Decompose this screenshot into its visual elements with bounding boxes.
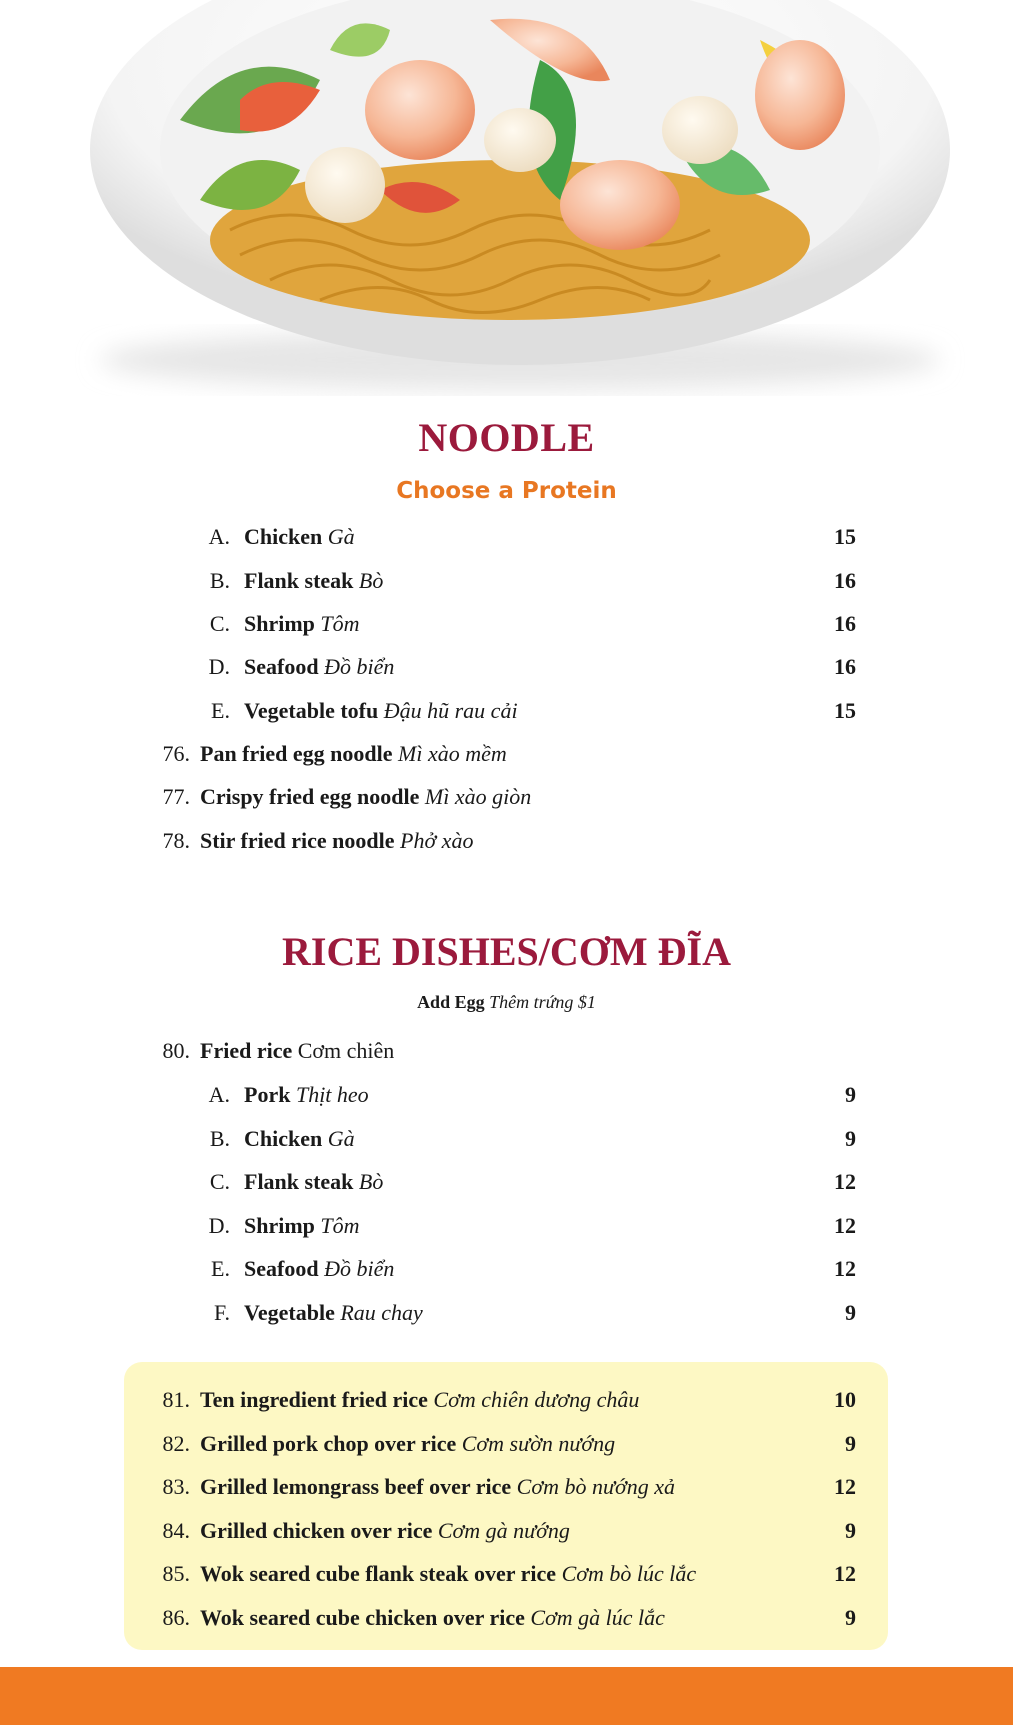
- item-price: 9: [845, 1518, 856, 1543]
- rice-option-shrimp: [0, 1211, 1013, 1241]
- item-number: 77.: [162, 784, 190, 809]
- option-name-vietnamese: Đậu hũ rau cải: [383, 698, 518, 723]
- menu-item-77: [0, 782, 1013, 812]
- footer-bar: [0, 1667, 1013, 1725]
- add-egg-label-vietnamese: Thêm trứng $1: [489, 992, 596, 1012]
- menu-item-84: [0, 1516, 1013, 1546]
- item-number: 80.: [162, 1038, 190, 1063]
- option-name: Shrimp: [244, 611, 315, 636]
- menu-item-80: [0, 1036, 1013, 1066]
- menu-item-82: [0, 1429, 1013, 1459]
- option-code: D.: [208, 654, 230, 679]
- item-number: 85.: [162, 1561, 190, 1586]
- option-name: Pork: [244, 1082, 291, 1107]
- item-name-vietnamese: Phở xào: [400, 828, 474, 853]
- menu-item-76: [0, 739, 1013, 769]
- option-name-vietnamese: Rau chay: [340, 1300, 423, 1325]
- noodle-option-chicken: [0, 522, 1013, 552]
- option-price: 16: [834, 654, 856, 679]
- option-name: Flank steak: [244, 1169, 354, 1194]
- item-name-vietnamese: Cơm gà nướng: [437, 1518, 570, 1543]
- option-code: A.: [208, 1082, 230, 1107]
- item-price: 12: [834, 1561, 856, 1586]
- option-name: Chicken: [244, 524, 323, 549]
- item-number: 84.: [162, 1518, 190, 1543]
- option-name-vietnamese: Bò: [358, 568, 384, 593]
- menu-item-81: [0, 1385, 1013, 1415]
- option-price: 12: [834, 1169, 856, 1194]
- noodle-option-seafood: [0, 652, 1013, 682]
- option-code: C.: [209, 611, 230, 636]
- item-price: 12: [834, 1474, 856, 1499]
- item-number: 78.: [162, 828, 190, 853]
- item-name: Fried rice: [200, 1038, 293, 1063]
- option-name-vietnamese: Tôm: [320, 611, 360, 636]
- noodle-option-shrimp: [0, 609, 1013, 639]
- option-name: Seafood: [244, 654, 319, 679]
- add-egg-note: [0, 992, 1013, 1013]
- option-name: Shrimp: [244, 1213, 315, 1238]
- option-code: F.: [214, 1300, 230, 1325]
- option-name: Chicken: [244, 1126, 323, 1151]
- item-name-vietnamese: Mì xào giòn: [424, 784, 532, 809]
- option-name: Vegetable: [244, 1300, 335, 1325]
- option-price: 12: [834, 1256, 856, 1281]
- item-name-vietnamese: Cơm chiên dương châu: [433, 1387, 640, 1412]
- option-name: Vegetable tofu: [244, 698, 379, 723]
- item-price: 9: [845, 1431, 856, 1456]
- option-code: E.: [211, 1256, 230, 1281]
- item-name: Ten ingredient fried rice: [200, 1387, 428, 1412]
- noodle-option-vegetable-tofu: [0, 696, 1013, 726]
- option-name-vietnamese: Thịt heo: [295, 1082, 369, 1107]
- item-name-vietnamese: Cơm bò nướng xả: [516, 1474, 675, 1499]
- rice-option-chicken: [0, 1124, 1013, 1154]
- item-number: 83.: [162, 1474, 190, 1499]
- option-code: E.: [211, 698, 230, 723]
- item-name: Grilled lemongrass beef over rice: [200, 1474, 512, 1499]
- rice-option-flank-steak: [0, 1167, 1013, 1197]
- rice-section-title: RICE DISHES/CƠM ĐĨA: [282, 929, 731, 974]
- menu-item-83: [0, 1472, 1013, 1502]
- option-price: 15: [834, 524, 856, 549]
- item-name-vietnamese: Mì xào mềm: [398, 741, 507, 766]
- item-name: Crispy fried egg noodle: [200, 784, 420, 809]
- option-price: 16: [834, 568, 856, 593]
- option-name-vietnamese: Gà: [327, 524, 355, 549]
- item-number: 82.: [162, 1431, 190, 1456]
- rice-option-vegetable: [0, 1298, 1013, 1328]
- rice-option-seafood: [0, 1254, 1013, 1284]
- menu-item-86: [0, 1603, 1013, 1633]
- option-code: C.: [209, 1169, 230, 1194]
- menu-item-78: [0, 826, 1013, 856]
- item-name: Grilled chicken over rice: [200, 1518, 433, 1543]
- option-price: 15: [834, 698, 856, 723]
- option-code: A.: [208, 524, 230, 549]
- item-name: Wok seared cube flank steak over rice: [200, 1561, 557, 1586]
- option-price: 12: [834, 1213, 856, 1238]
- item-name: Stir fried rice noodle: [200, 828, 395, 853]
- option-code: B.: [209, 1126, 230, 1151]
- hero-photo: [0, 0, 1013, 400]
- rice-option-pork: [0, 1080, 1013, 1110]
- option-price: 9: [845, 1082, 856, 1107]
- item-name: Grilled pork chop over rice: [200, 1431, 457, 1456]
- item-name-vietnamese: Cơm bò lúc lắc: [561, 1561, 697, 1586]
- add-egg-label: Add Egg: [417, 992, 485, 1012]
- item-price: 9: [845, 1605, 856, 1630]
- item-price: 10: [834, 1387, 856, 1412]
- item-name: Pan fried egg noodle: [200, 741, 393, 766]
- item-name-vietnamese: Cơm chiên: [297, 1038, 395, 1063]
- option-name-vietnamese: Tôm: [320, 1213, 360, 1238]
- option-name: Seafood: [244, 1256, 319, 1281]
- menu-item-85: [0, 1559, 1013, 1589]
- option-code: B.: [209, 568, 230, 593]
- noodle-dish-image: [0, 0, 1013, 400]
- option-name-vietnamese: Gà: [327, 1126, 355, 1151]
- option-name-vietnamese: Đồ biển: [324, 654, 395, 679]
- option-code: D.: [208, 1213, 230, 1238]
- noodle-section-title: NOODLE: [418, 415, 595, 460]
- option-name-vietnamese: Đồ biển: [324, 1256, 395, 1281]
- option-name: Flank steak: [244, 568, 354, 593]
- noodle-protein-subtitle: Choose a Protein: [396, 478, 617, 504]
- option-price: 9: [845, 1300, 856, 1325]
- item-number: 76.: [162, 741, 190, 766]
- option-price: 9: [845, 1126, 856, 1151]
- item-name-vietnamese: Cơm sườn nướng: [461, 1431, 616, 1456]
- item-name-vietnamese: Cơm gà lúc lắc: [530, 1605, 665, 1630]
- option-price: 16: [834, 611, 856, 636]
- item-number: 81.: [162, 1387, 190, 1412]
- noodle-option-flank-steak: [0, 566, 1013, 596]
- item-name: Wok seared cube chicken over rice: [200, 1605, 525, 1630]
- option-name-vietnamese: Bò: [358, 1169, 384, 1194]
- item-number: 86.: [162, 1605, 190, 1630]
